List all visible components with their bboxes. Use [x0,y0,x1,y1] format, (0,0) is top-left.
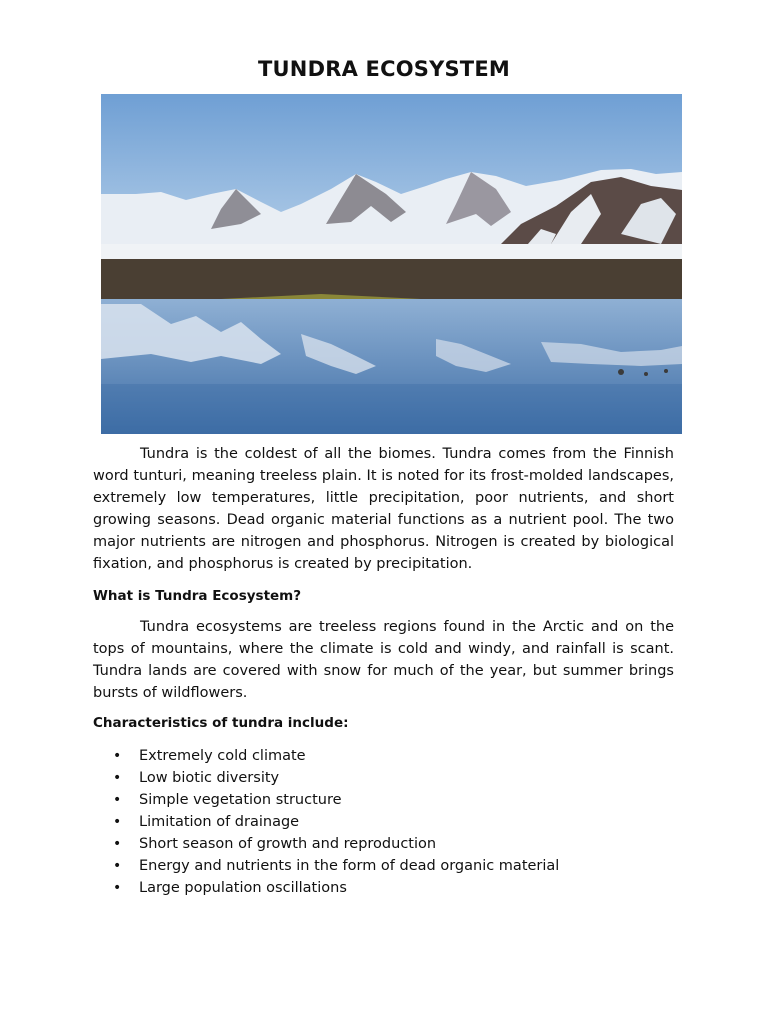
list-item: • Short season of growth and reproduction [139,833,720,855]
section-heading-what-is: What is Tundra Ecosystem? [93,588,302,604]
intro-paragraph: Tundra is the coldest of all the biomes. Tundra comes from the Finnish word tunturi, meaning treeless plain. It is noted for its frost-molded landscapes, extremely low temperatures, little precipitation, poor nutrients, and short growing seasons. Dead organic material functions as a nutrient pool. The two major nutrients are nitrogen and phosphorus. Nitrogen is created by biological fixation, and phosphorus is created by precipitation. [93,446,674,572]
list-item: • Extremely cold climate [139,745,720,767]
list-item: • Energy and nutrients in the form of dead organic material [139,855,720,877]
list-item: • Limitation of drainage [139,811,720,833]
section1-paragraph: Tundra ecosystems are treeless regions found in the Arctic and on the tops of mountains, where the climate is cold and windy, and rainfall is scant. Tundra lands are covered with snow for much of the year, but summer brings bursts of wildflowers. [93,619,674,701]
page-title: TUNDRA ECOSYSTEM [258,57,510,81]
characteristics-list [93,745,720,899]
tundra-landscape-photo [101,94,682,434]
section1-paragraph-block [93,616,674,704]
intro-paragraph-block [93,443,674,575]
tundra-landscape-illustration [101,94,682,434]
list-item: • Large population oscillations [139,877,720,899]
section-heading-characteristics: Characteristics of tundra include: [93,715,349,731]
list-item: • Simple vegetation structure [139,789,720,811]
list-item: • Low biotic diversity [139,767,720,789]
